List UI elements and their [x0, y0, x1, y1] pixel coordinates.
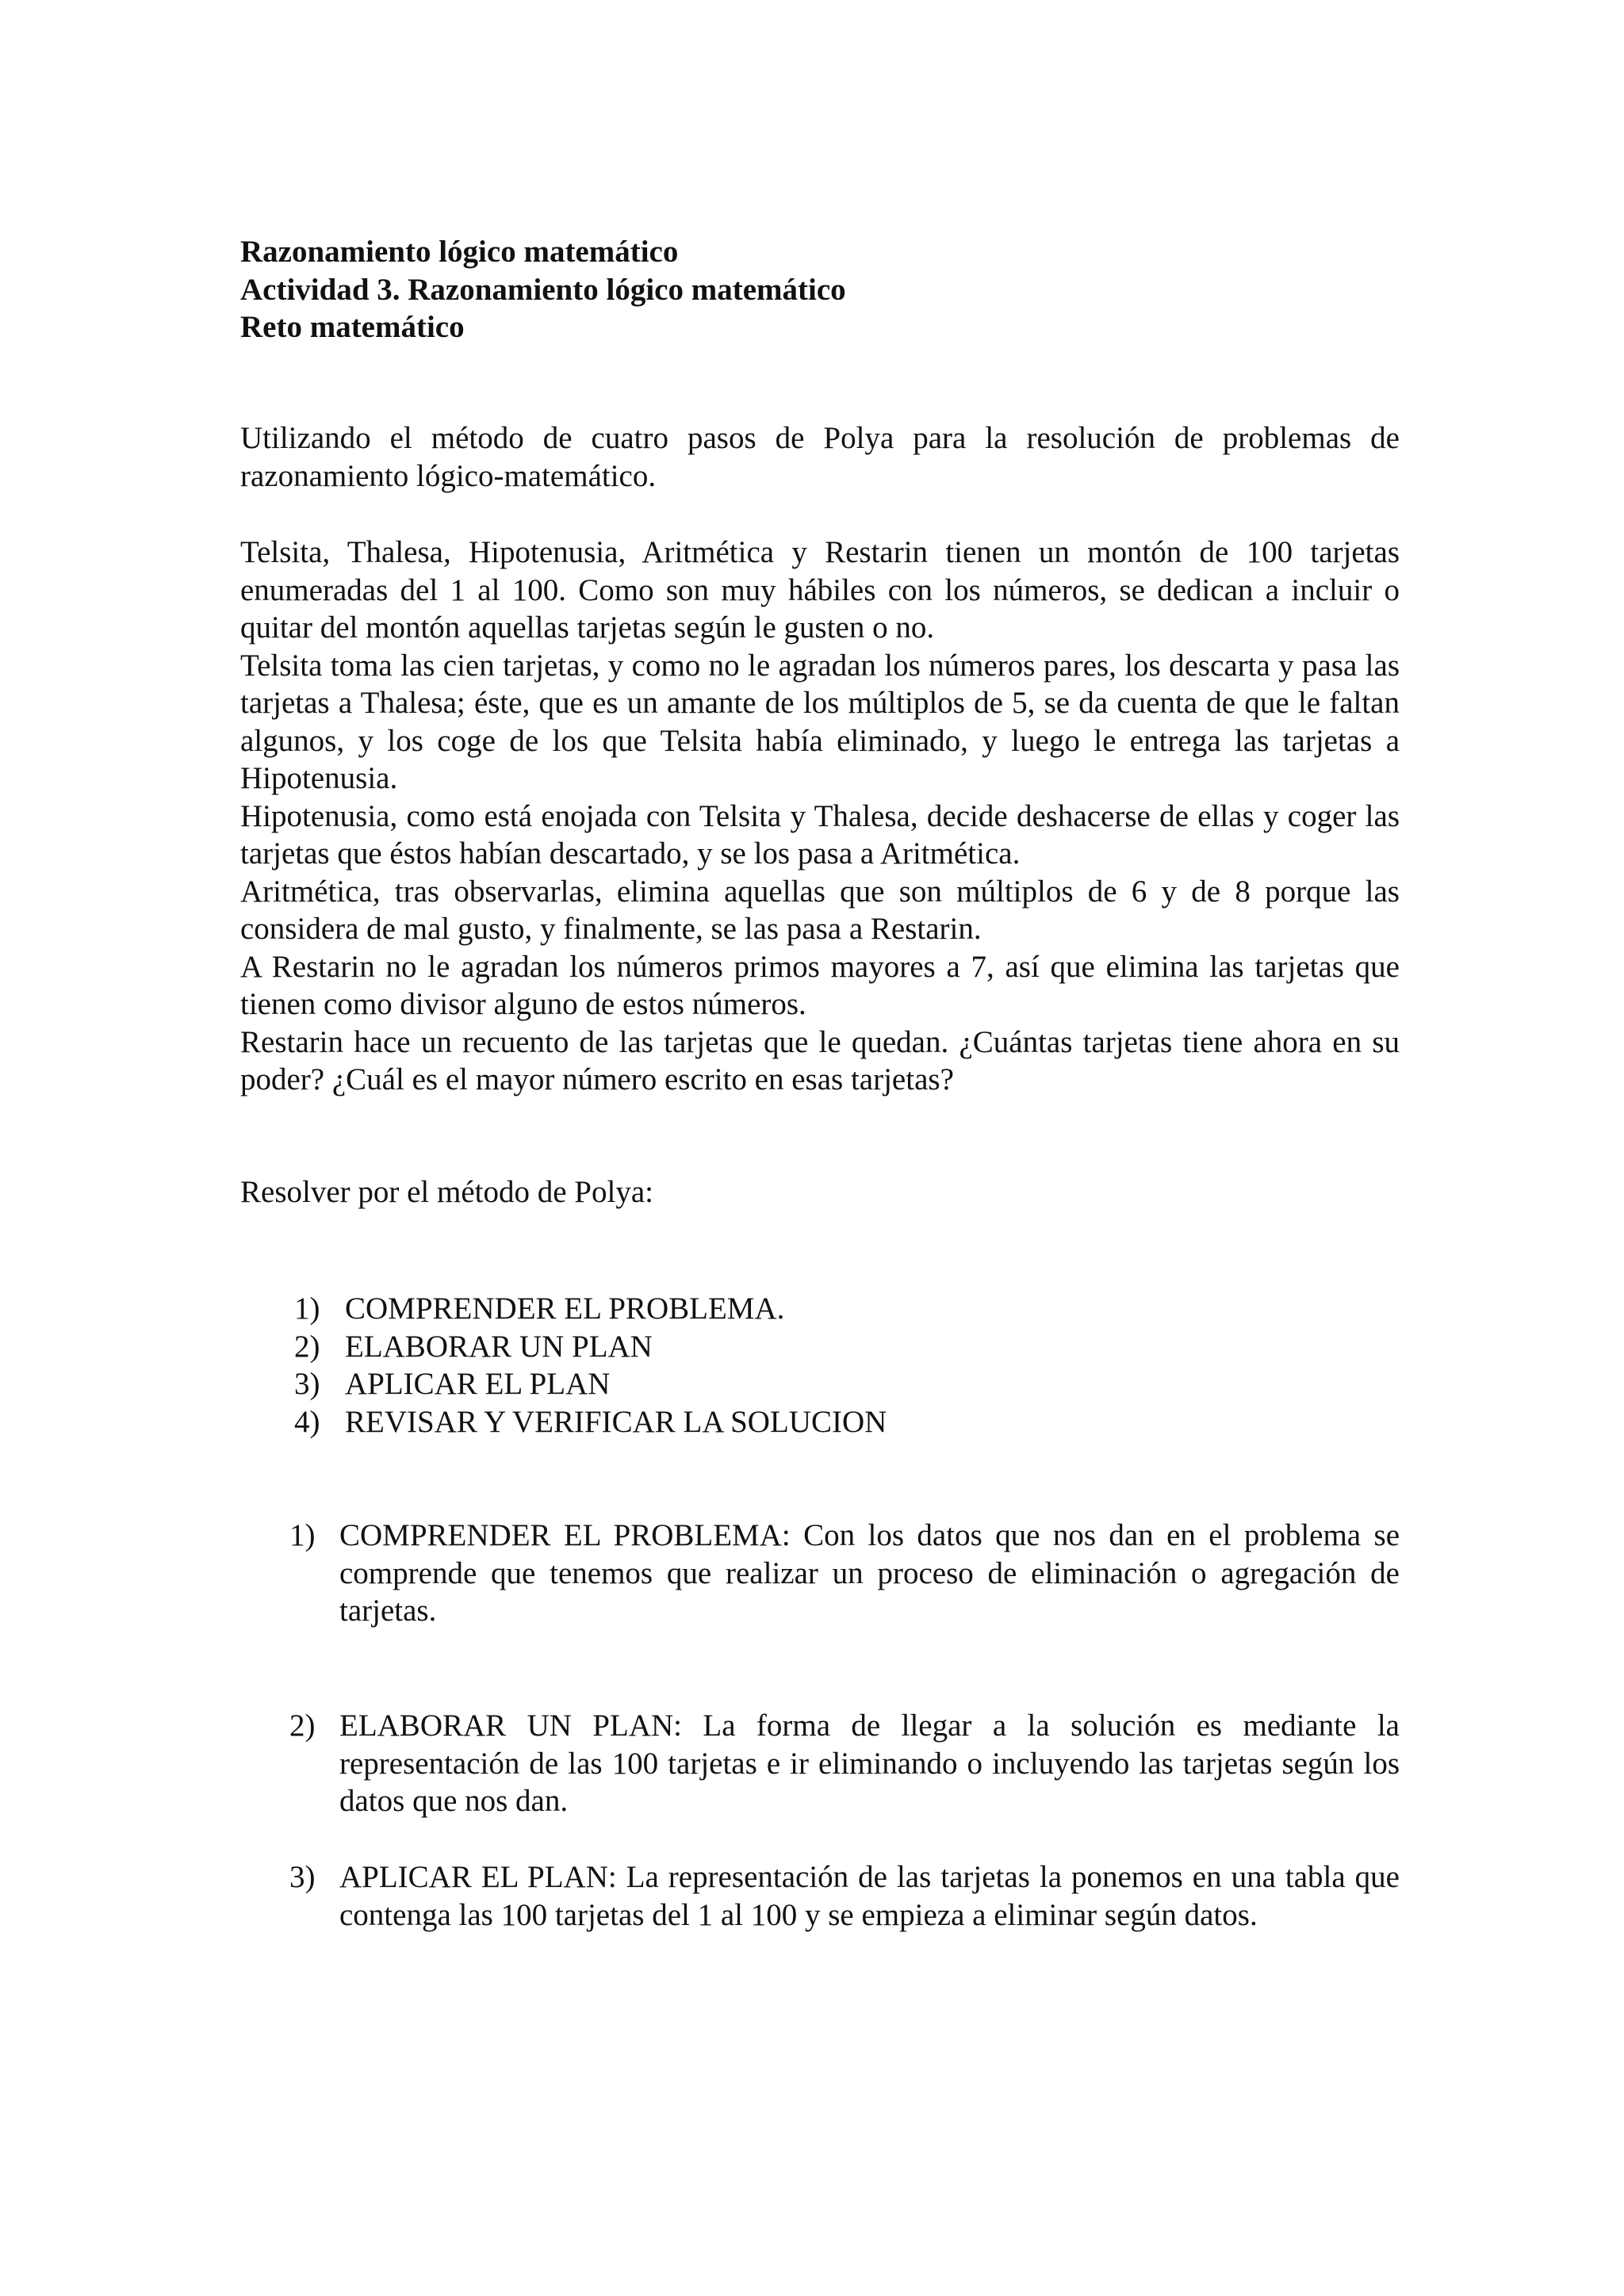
list-item	[294, 1290, 887, 1328]
step-number: 1)	[294, 1292, 320, 1326]
step-label: ELABORAR UN PLAN	[345, 1329, 653, 1364]
answer-text: APLICAR EL PLAN: La representación de las tarjetas la ponemos en una tabla que contenga las 100 tarjetas del 1 al 100 y se empieza a eliminar según datos.	[339, 1860, 1400, 1932]
resolver-heading: Resolver por el método de Polya:	[240, 1175, 653, 1209]
problem-paragraph: Telsita toma las cien tarjetas, y como no le agradan los números pares, los descarta y pasa las tarjetas a Thalesa; éste, que es un amante de los múltiplos de 5, se da cuenta de que le faltan algunos, y los coge de los que Telsita había eliminado, y luego le entrega las tarjetas a Hipotenusia.	[240, 648, 1400, 795]
step-number: 4)	[294, 1404, 320, 1439]
course-title: Razonamiento lógico matemático	[240, 235, 679, 269]
step-number: 2)	[294, 1329, 320, 1364]
list-item	[294, 1403, 887, 1441]
problem-paragraph: Aritmética, tras observarlas, elimina aquellas que son múltiplos de 6 y de 8 porque las considera de mal gusto, y finalmente, se las pasa a Restarin.	[240, 874, 1400, 946]
problem-paragraph: A Restarin no le agradan los números primos mayores a 7, así que elimina las tarjetas que tienen como divisor alguno de estos números.	[240, 949, 1400, 1021]
intro-paragraph: Utilizando el método de cuatro pasos de Polya para la resolución de problemas de razonamiento lógico-matemático.	[240, 421, 1400, 493]
activity-title: Actividad 3. Razonamiento lógico matemático	[240, 272, 846, 307]
answer-number: 1)	[289, 1518, 316, 1552]
answer-step-3	[289, 1858, 1400, 1934]
resolver-section	[240, 1173, 1400, 1211]
step-number: 3)	[294, 1367, 320, 1401]
answer-text: ELABORAR UN PLAN: La forma de llegar a la solución es mediante la representación de las 100 tarjetas e ir eliminando o incluyendo las tarjetas según los datos que nos dan.	[339, 1709, 1400, 1818]
intro-section	[240, 419, 1400, 495]
answer-number: 2)	[289, 1709, 316, 1743]
answer-text: COMPRENDER EL PROBLEMA: Con los datos que nos dan en el problema se comprende que tenemos que realizar un proceso de eliminación o agregación de tarjetas.	[339, 1518, 1400, 1628]
answer-step-1	[289, 1517, 1400, 1630]
problem-paragraph: Telsita, Thalesa, Hipotenusia, Aritmética y Restarin tienen un montón de 100 tarjetas enumeradas del 1 al 100. Como son muy hábiles con los números, se dedican a incluir o quitar del montón aquellas tarjetas según le gusten o no.	[240, 535, 1400, 645]
answer-step-2	[289, 1707, 1400, 1820]
challenge-title: Reto matemático	[240, 310, 465, 344]
step-label: REVISAR Y VERIFICAR LA SOLUCION	[345, 1404, 887, 1439]
problem-paragraph: Hipotenusia, como está enojada con Telsita y Thalesa, decide deshacerse de ellas y coger las tarjetas que éstos habían descartado, y se los pasa a Aritmética.	[240, 798, 1400, 871]
polya-steps-list	[294, 1290, 887, 1441]
step-label: APLICAR EL PLAN	[345, 1367, 611, 1401]
problem-statement	[240, 534, 1400, 1099]
answer-number: 3)	[289, 1860, 316, 1894]
step-label: COMPRENDER EL PROBLEMA.	[345, 1292, 785, 1326]
list-item	[294, 1328, 887, 1366]
document-header	[240, 233, 1398, 346]
list-item	[294, 1365, 887, 1403]
problem-question: Restarin hace un recuento de las tarjetas que le quedan. ¿Cuántas tarjetas tiene ahora en su poder? ¿Cuál es el mayor número escrito en esas tarjetas?	[240, 1024, 1400, 1096]
